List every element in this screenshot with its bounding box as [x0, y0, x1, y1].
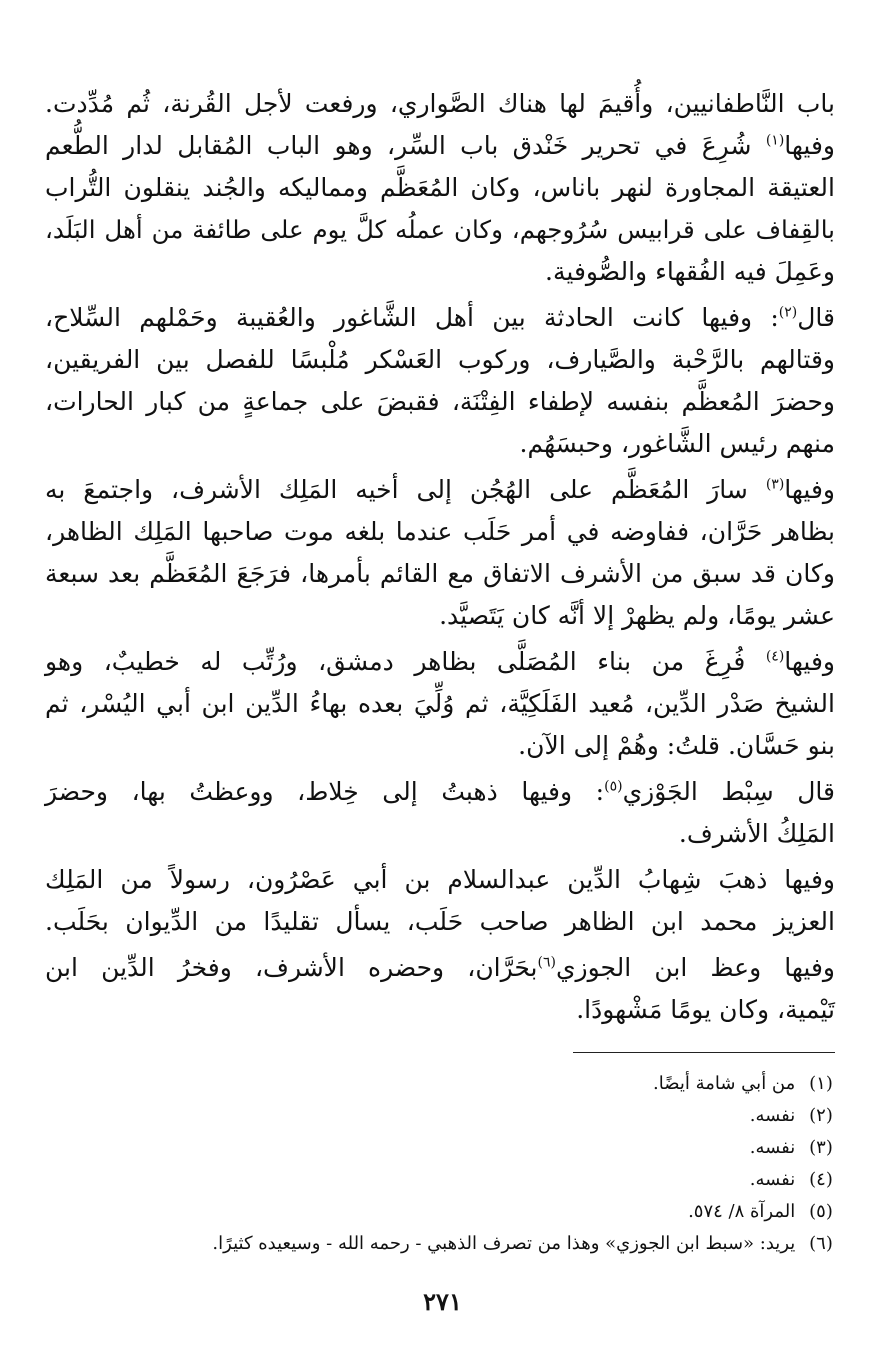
footnote: [61, 1229, 841, 1259]
footnote-separator: [573, 1052, 835, 1053]
body-line: العزيز محمد ابن الظاهر صاحب حَلَب، يسأل تقليدًا من الدِّيوان بحَلَب.: [45, 907, 835, 936]
body-line: وفيها$^{(٣)}$ سارَ المُعَظَّم على الهُجُن إلى أخيه المَلِك الأشرف، واجتمعَ به: [45, 475, 835, 504]
footnote-number: (٦): [809, 1233, 833, 1254]
footnote-reference: (١): [765, 132, 785, 149]
body-line: وفيها وعظ ابن الجوزي$^{(٦)}$بحَرَّان، وحضره الأشرف، وفخرُ الدِّين ابن: [45, 953, 835, 982]
footnote-reference: (٥): [604, 778, 623, 795]
body-line: وعَمِلَ فيه الفُقهاء والصُّوفية.: [545, 257, 835, 286]
body-line: عشر يومًا، ولم يظهرْ إلا أنَّه كان يَتَصيَّد.: [439, 601, 835, 630]
footnote-reference: (٤): [765, 648, 785, 665]
body-line: المَلِكُ الأشرف.: [678, 819, 835, 848]
footnote-text: نفسه.: [749, 1137, 796, 1158]
body-line: قال$^{(٢)}$: وفيها كانت الحادثة بين أهل الشَّاغور والعُقيبة وحَمْلهم السِّلاح،: [45, 303, 835, 332]
footnote: [61, 1133, 841, 1163]
footnote: [61, 1197, 841, 1227]
footnote-reference: (٢): [778, 304, 798, 321]
body-line: وفيها ذهبَ شِهابُ الدِّين عبدالسلام بن أبي عَصْرُون، رسولاً من المَلِك: [45, 865, 835, 894]
page-number: ٢٧١: [423, 1287, 462, 1316]
body-line: منهم رئيس الشَّاغور، وحبسَهُم.: [519, 429, 835, 458]
body-line: الشيخ صَدْر الدِّين، مُعيد الفَلَكِيَّة، ثم وُلِّيَ بعده بهاءُ الدِّين ابن أبي اليُسْر، ثم: [45, 689, 835, 718]
body-line: وكان قد سبق من الأشرف الاتفاق مع القائم بأمرها، فرَجَعَ المُعَظَّم بعد سبعة: [45, 559, 835, 588]
footnote-number: (٥): [809, 1201, 833, 1222]
footnote-text: المرآة ٨/ ٥٧٤.: [688, 1201, 796, 1222]
body-line: وفيها$^{(١)}$ شُرِعَ في تحرير خَنْدق باب السِّر، وهو الباب المُقابل لدار الطُّعم: [45, 131, 835, 160]
footnote-number: (٣): [809, 1137, 833, 1158]
footnote-reference: (٣): [765, 476, 785, 493]
footnote-number: (١): [809, 1073, 833, 1094]
footnote-number: (٤): [809, 1169, 833, 1190]
body-line: تَيْمية، وكان يومًا مَشْهودًا.: [576, 995, 835, 1024]
footnote-text: من أبي شامة أيضًا.: [653, 1073, 796, 1094]
body-line: بنو حَسَّان. قلتُ: وهُمْ إلى الآن.: [518, 731, 835, 760]
footnote-text: يريد: «سبط ابن الجوزي» وهذا من تصرف الذهبي - رحمه الله - وسيعيده كثيرًا.: [212, 1233, 796, 1254]
footnote-reference: (٦): [537, 954, 556, 971]
body-line: قال سِبْط الجَوْزي$^{(٥)}$: وفيها ذهبتُ إلى خِلاط، ووعظتُ بها، وحضرَ: [45, 777, 835, 806]
footnote: [61, 1069, 841, 1099]
body-line: بظاهر حَرَّان، ففاوضه في أمر حَلَب عندما بلغه موت صاحبها المَلِك الظاهر،: [45, 517, 835, 546]
body-line: باب النَّاطفانيين، وأُقيمَ لها هناك الصَّواري، ورفعت لأجل القُرنة، ثُم مُدِّدت.: [45, 89, 835, 118]
footnote-number: (٢): [809, 1105, 833, 1126]
footnote: [61, 1101, 841, 1131]
footnote-text: نفسه.: [749, 1105, 796, 1126]
body-line: وحضرَ المُعظَّم بنفسه لإطفاء الفِتْنَة، فقبضَ على جماعةٍ من كبار الحارات،: [45, 387, 835, 416]
footnote: [61, 1165, 841, 1195]
body-line: العتيقة المجاورة لنهر باناس، وكان المُعَظَّم ومماليكه والجُند ينقلون التُّراب: [45, 173, 835, 202]
body-line: وفيها$^{(٤)}$ فُرِغَ من بناء المُصَلَّى بظاهر دمشق، ورُتِّب له خطيبٌ، وهو: [45, 647, 835, 676]
body-line: بالقِفاف على قرابيس سُرُوجهم، وكان عملُه كلَّ يوم على طائفة من أهل البَلَد،: [45, 215, 835, 244]
body-line: وقتالهم بالرَّحْبة والصَّيارف، وركوب العَسْكر مُلْبسًا للفصل بين الفريقين،: [45, 345, 835, 374]
footnote-text: نفسه.: [749, 1169, 796, 1190]
